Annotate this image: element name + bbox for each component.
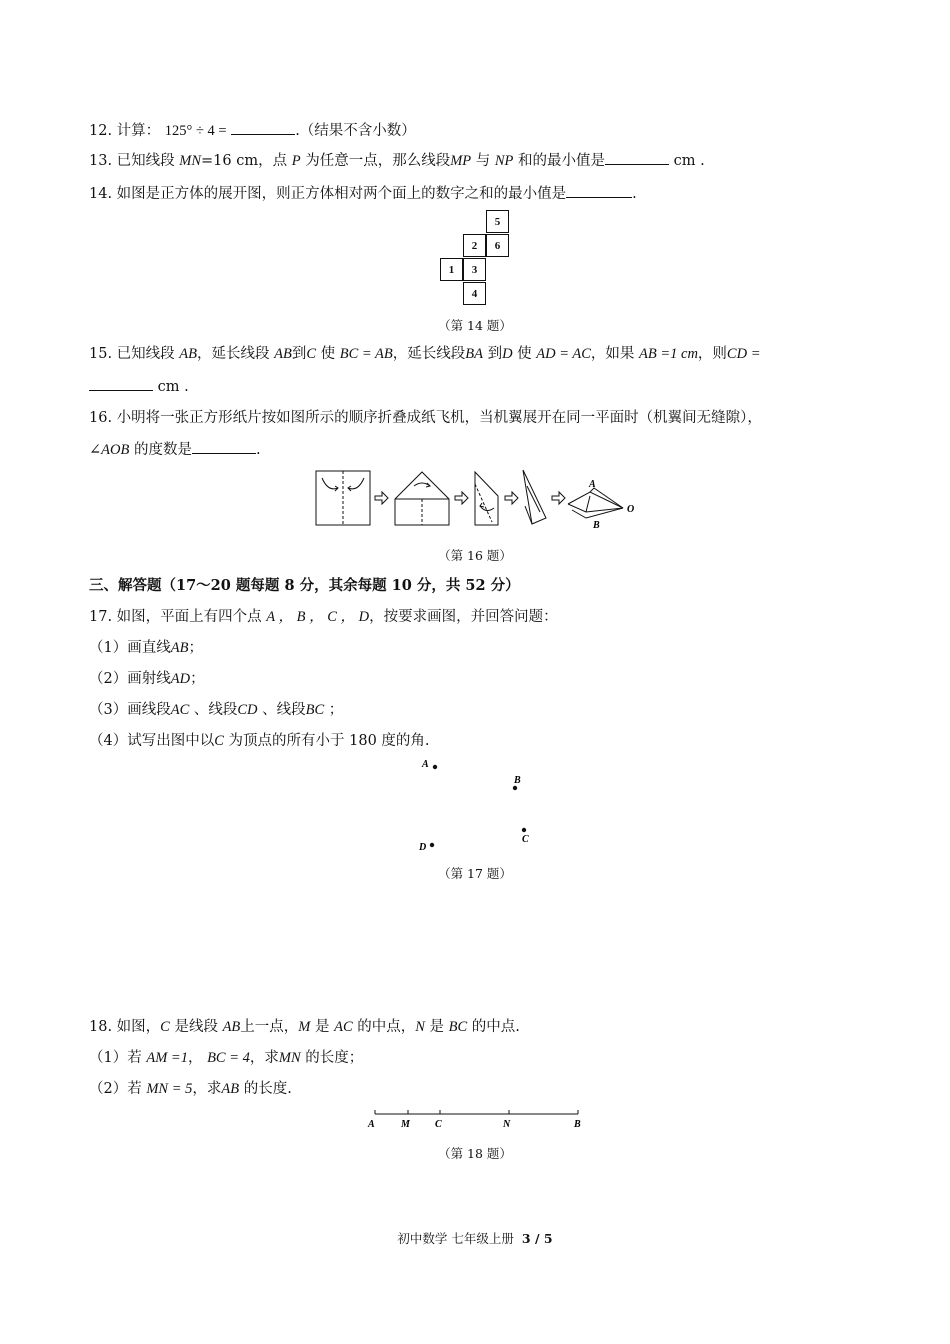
math-expr: ∠AOB	[89, 442, 130, 458]
question-text: 到	[291, 346, 307, 362]
question-text: 是	[314, 1019, 330, 1035]
question-text: .（结果不含小数）	[295, 123, 416, 139]
question-13	[89, 150, 705, 171]
point-c	[522, 828, 526, 832]
question-text: ，延长线段	[392, 346, 466, 362]
cube-face: 4	[463, 282, 486, 305]
answer-blank[interactable]	[566, 183, 632, 198]
unit: cm .	[673, 153, 705, 169]
math-var: AB	[170, 640, 189, 656]
math-expr: AM =1	[146, 1050, 188, 1066]
question-number: 18.	[89, 1019, 113, 1035]
point-label-a: A	[589, 479, 596, 490]
question-text: ，延长线段	[197, 346, 270, 362]
segment-figure	[360, 1104, 590, 1134]
question-16	[89, 408, 762, 428]
math-expr: BC = AB	[339, 346, 393, 362]
cube-face: 3	[463, 258, 486, 281]
question-text: 如图是正方体的展开图，则正方体相对两个面上的数字之和的最小值是	[116, 186, 567, 202]
arrow-right-icon	[375, 492, 388, 504]
question-text: 使	[320, 346, 336, 362]
fold-step-4	[523, 470, 546, 524]
question-17-part-3	[89, 700, 343, 720]
point-a	[433, 765, 437, 769]
math-var: C	[160, 1019, 170, 1035]
question-14	[89, 183, 637, 204]
question-text: 与	[475, 153, 491, 169]
question-text: 、线段	[262, 702, 306, 718]
question-text: （2）若	[89, 1081, 142, 1097]
question-text: 是线段	[174, 1019, 218, 1035]
point-label-a: A	[368, 1119, 375, 1130]
question-text: 的度数是	[133, 442, 192, 458]
question-text: 为顶点的所有小于 180 度的角.	[228, 733, 430, 749]
question-17-part-4	[89, 731, 430, 751]
math-var: MP	[450, 153, 472, 169]
question-text: 为任意一点，那么线段	[305, 153, 451, 169]
question-17	[89, 607, 558, 627]
four-points-figure	[410, 752, 540, 862]
question-text: ，求	[192, 1081, 222, 1097]
math-var: AC	[170, 702, 190, 718]
question-text: （4）试写出图中以	[89, 733, 215, 749]
point-label-b: B	[574, 1119, 581, 1130]
question-text: 小明将一张正方形纸片按如图所示的顺序折叠成纸飞机，当机翼展开在同一平面时（机翼间无缝隙），	[116, 410, 762, 426]
question-16-continued	[89, 439, 261, 460]
question-18-part-2	[89, 1079, 292, 1099]
point-d	[430, 843, 434, 847]
math-var: P	[291, 153, 301, 169]
math-var: BC	[448, 1019, 468, 1035]
math-var: BA	[465, 346, 483, 362]
math-expr: CD =	[726, 346, 761, 362]
math-var: BC	[305, 702, 325, 718]
question-number: 17.	[89, 609, 113, 625]
paper-plane-figure	[310, 466, 650, 532]
point-label-c: C	[435, 1119, 442, 1130]
math-var: MN	[278, 1050, 301, 1066]
question-text: 如图，平面上有四个点	[116, 609, 262, 625]
math-var: AB	[221, 1081, 240, 1097]
unit: cm .	[157, 379, 189, 395]
question-text: 是	[429, 1019, 445, 1035]
question-text: 已知线段	[116, 346, 175, 362]
question-text: ，	[187, 1050, 203, 1066]
math-var: MN	[179, 153, 202, 169]
cube-face: 2	[463, 234, 486, 257]
question-text: 上一点，	[240, 1019, 299, 1035]
question-15-continued	[89, 376, 189, 397]
math-expr: AD = AC	[536, 346, 591, 362]
page-number: 3 / 5	[521, 1231, 553, 1246]
point-label-d: D	[419, 842, 427, 853]
math-var: D	[502, 346, 513, 362]
question-text: ，如果	[590, 346, 635, 362]
math-expr: A ， B ， C ， D	[266, 609, 370, 625]
expression: 125° ÷ 4 =	[164, 123, 227, 139]
question-text: 、线段	[193, 702, 238, 718]
question-text: .	[632, 186, 637, 202]
figure-caption: （第 14 题）	[438, 318, 512, 333]
question-number: 15.	[89, 346, 113, 362]
math-var: M	[298, 1019, 311, 1035]
math-var: AB	[274, 346, 292, 362]
question-text: 已知线段	[116, 153, 175, 169]
arrow-right-icon	[552, 492, 565, 504]
question-text: 和的最小值是	[518, 153, 605, 169]
question-text: 的中点，	[357, 1019, 416, 1035]
math-var: NP	[494, 153, 514, 169]
question-number: 16.	[89, 410, 113, 426]
question-number: 13.	[89, 153, 113, 169]
arrow-right-icon	[455, 492, 468, 504]
math-expr: BC = 4	[207, 1050, 250, 1066]
question-text: （1）若	[89, 1050, 142, 1066]
fold-step-2	[395, 472, 449, 525]
math-expr: =16 cm	[201, 153, 259, 169]
page-footer	[0, 1229, 950, 1247]
question-number: 14.	[89, 186, 113, 202]
answer-blank[interactable]	[231, 120, 295, 135]
question-18-part-1	[89, 1048, 363, 1068]
math-var: C	[306, 346, 316, 362]
point-label-b: B	[514, 775, 521, 786]
question-text: 到	[487, 346, 503, 362]
answer-blank[interactable]	[605, 150, 669, 165]
cube-face: 5	[486, 210, 509, 233]
figure-caption: （第 18 题）	[438, 1146, 512, 1161]
question-number: 12.	[89, 123, 113, 139]
figure-caption: （第 16 题）	[438, 548, 512, 563]
point-b	[513, 786, 517, 790]
math-var: CD	[237, 702, 258, 718]
question-17-part-1	[89, 638, 203, 658]
fold-step-5-plane	[568, 488, 623, 518]
math-var: AD	[170, 671, 191, 687]
question-text: ；	[188, 640, 203, 656]
question-17-part-2	[89, 669, 205, 689]
point-label-c: C	[522, 834, 529, 845]
math-var: N	[415, 1019, 425, 1035]
math-var: AB	[179, 346, 197, 362]
question-text: ，点	[258, 153, 288, 169]
question-text: ；	[190, 671, 205, 687]
answer-blank[interactable]	[89, 376, 153, 391]
math-var: AC	[334, 1019, 353, 1035]
point-label-o: O	[627, 504, 635, 515]
fold-step-1	[316, 471, 370, 525]
math-expr: AB =1 cm	[639, 346, 698, 362]
math-expr: MN = 5	[146, 1081, 193, 1097]
question-text: .	[255, 442, 261, 458]
question-18	[89, 1017, 520, 1037]
question-text: 的长度.	[243, 1081, 292, 1097]
cube-face: 6	[486, 234, 509, 257]
point-label-m: M	[401, 1119, 410, 1130]
question-15	[89, 344, 760, 364]
arrow-right-icon	[505, 492, 518, 504]
question-text: （1）画直线	[89, 640, 171, 656]
fold-step-3	[475, 472, 498, 525]
question-text: 使	[517, 346, 532, 362]
point-label-n: N	[503, 1119, 511, 1130]
point-label-b: B	[593, 520, 600, 531]
point-label-a: A	[422, 759, 429, 770]
question-text: ，则	[697, 346, 727, 362]
question-text: 计算：	[116, 123, 161, 139]
question-text: （3）画线段	[89, 702, 171, 718]
cube-face: 1	[440, 258, 463, 281]
math-var: AB	[222, 1019, 241, 1035]
figure-caption: （第 17 题）	[438, 866, 512, 881]
footer-subject: 初中数学 七年级上册	[397, 1231, 514, 1246]
question-text: 的中点.	[471, 1019, 520, 1035]
question-text: （2）画射线	[89, 671, 171, 687]
question-12	[89, 120, 416, 141]
question-text: ，按要求画图，并回答问题：	[369, 609, 558, 625]
math-var: C	[214, 733, 224, 749]
question-text: 如图，	[116, 1019, 161, 1035]
question-text: ，求	[249, 1050, 279, 1066]
question-text: ；	[328, 702, 344, 718]
answer-blank[interactable]	[192, 439, 256, 454]
question-text: 的长度；	[305, 1050, 364, 1066]
section-heading: 三、解答题（17～20 题每题 8 分，其余每题 10 分，共 52 分）	[89, 577, 520, 594]
